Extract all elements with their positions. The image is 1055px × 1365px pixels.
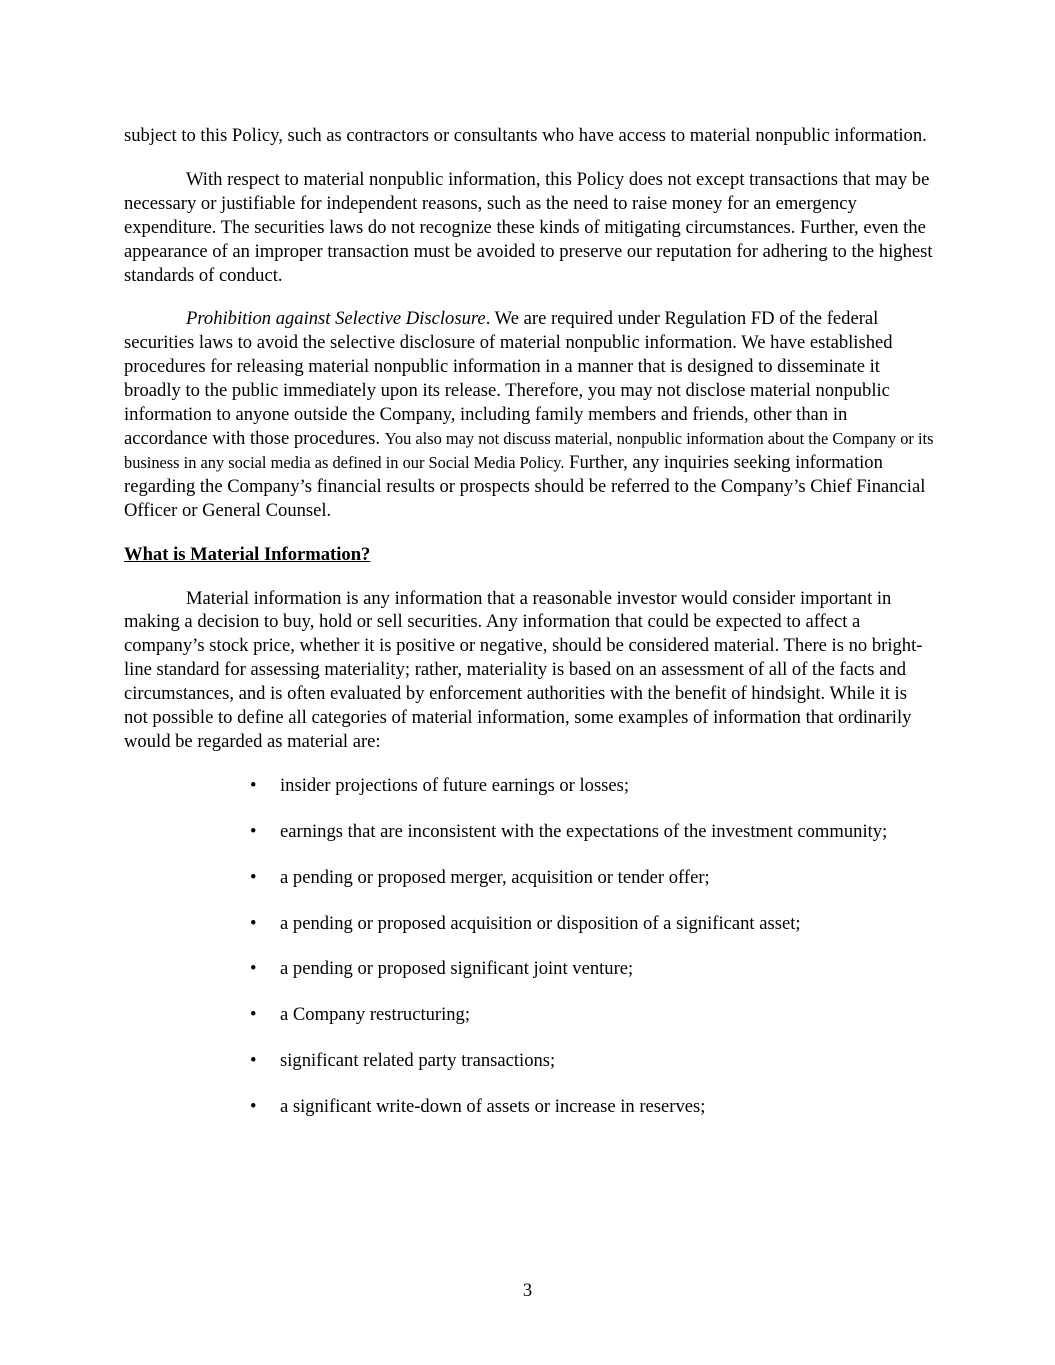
bullet-icon: •	[250, 1050, 257, 1072]
bullet-icon: •	[250, 774, 257, 796]
bullet-icon: •	[250, 912, 257, 934]
selective-disclosure-text-b: Further, any inquiries seeking information regarding the Company’s financial results or prospects should be referred to the Company’s Chief Financial Officer or General Counsel.	[124, 451, 926, 521]
selective-disclosure-text-a: . We are required under Regulation FD of the federal securities laws to avoid the selective disclosure of material nonpublic information. We have established procedures for releasing material nonpublic information in a manner that is designed to disseminate it broadly to the public immediately upon its release. Therefore, you may not disclose material nonpublic information to anyone outside the Company, including family members and friends, other than in accordance with those procedures.	[124, 308, 893, 449]
paragraph-material-information: Material information is any information that a reasonable investor would consider important in making a decision to buy, hold or sell securities. Any information that could be expected to affect a company’s stock price, whether it is positive or negative, should be considered material. There is no bright-line standard for assessing materiality; rather, materiality is based on an assessment of all of the facts and circumstances, and is often evaluated by enforcement authorities with the benefit of hindsight. While it is not possible to define all categories of material information, some examples of information that ordinarily would be regarded as material are:	[124, 587, 923, 752]
list-item-text: a pending or proposed acquisition or disposition of a significant asset;	[280, 912, 801, 934]
list-item-text: earnings that are inconsistent with the expectations of the investment community;	[280, 820, 888, 842]
list-item-text: a Company restructuring;	[280, 1004, 471, 1026]
list-item-text: insider projections of future earnings or losses;	[280, 774, 630, 796]
list-item-text: a pending or proposed significant joint venture;	[280, 958, 634, 980]
list-item-text: a significant write-down of assets or increase in reserves;	[280, 1096, 706, 1118]
bullet-icon: •	[250, 1004, 257, 1026]
list-item	[250, 912, 934, 936]
selective-disclosure-title: Prohibition against Selective Disclosure	[186, 308, 486, 330]
list-item	[250, 1003, 934, 1027]
list-item	[250, 820, 934, 844]
list-item-text: significant related party transactions;	[280, 1050, 556, 1072]
list-item-text: a pending or proposed merger, acquisition or tender offer;	[280, 866, 710, 888]
selective-disclosure-social-media: You also may not discuss material, nonpublic information about the Company or its business in any social media as defined in our Social Media Policy.	[124, 428, 934, 472]
list-item	[250, 957, 934, 981]
bullet-icon: •	[250, 1096, 257, 1118]
list-item	[250, 866, 934, 890]
list-item	[250, 774, 934, 798]
paragraph-continuation: subject to this Policy, such as contractors or consultants who have access to material nonpublic information.	[124, 125, 927, 146]
paragraph-mitigating-circumstances: With respect to material nonpublic information, this Policy does not except transactions that may be necessary or justifiable for independent reasons, such as the need to raise money for an emergency expenditure. The securities laws do not recognize these kinds of mitigating circumstances. Further, even the appearance of an improper transaction must be avoided to preserve our reputation for adhering to the highest standards of conduct.	[124, 168, 933, 286]
list-item	[250, 1049, 934, 1073]
bullet-icon: •	[250, 820, 257, 842]
list-item	[250, 1095, 934, 1119]
section-heading-material-information: What is Material Information?	[124, 543, 371, 565]
document-page	[124, 124, 934, 1141]
bullet-icon: •	[250, 958, 257, 980]
bullet-icon: •	[250, 866, 257, 888]
paragraph-selective-disclosure	[124, 307, 934, 522]
page-number: 3	[522, 1280, 533, 1301]
material-examples-list	[124, 774, 934, 1119]
